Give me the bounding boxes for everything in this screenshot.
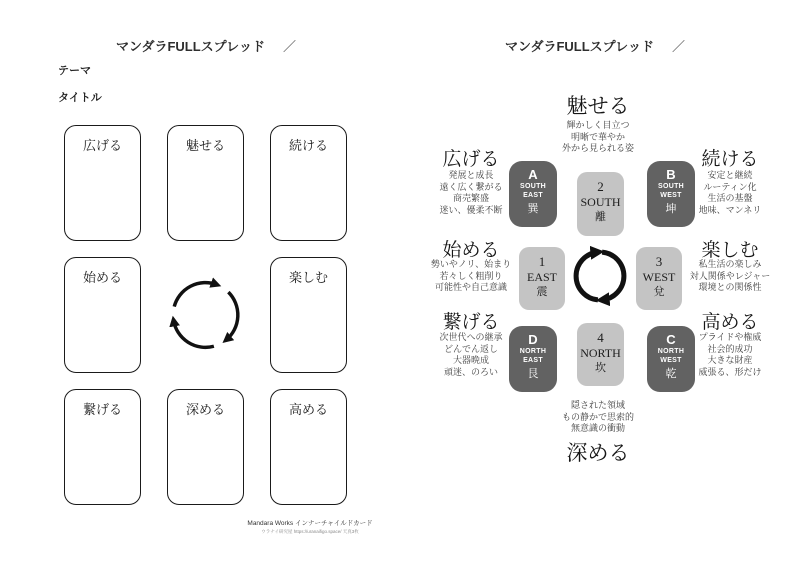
card-trigram-kanji: 坎 bbox=[595, 362, 606, 374]
position-word-south-west: 続ける bbox=[701, 149, 759, 170]
right-title-text: マンダラFULLスプレッド bbox=[504, 39, 655, 54]
card-trigram-kanji: 離 bbox=[595, 211, 606, 223]
card-slot-tsuzukeru: 続ける bbox=[270, 125, 347, 241]
card-trigram-kanji: 坤 bbox=[665, 203, 677, 215]
desc-line: 威張る、形だけ bbox=[698, 366, 762, 377]
footer-brand-line: Mandara Works インナーチャイルドカード bbox=[247, 520, 373, 527]
card-trigram-kanji: 艮 bbox=[527, 368, 539, 380]
desc-line: 大器晩成 bbox=[452, 355, 489, 365]
card-number: 3 bbox=[655, 254, 663, 269]
desc-line: プライドや権威 bbox=[698, 332, 762, 342]
card-slot-hirogeru: 広げる bbox=[64, 125, 141, 241]
card-direction-line2: WEST bbox=[660, 357, 682, 364]
card-direction-line2: EAST bbox=[523, 192, 543, 199]
card-slot-takameru: 高める bbox=[270, 389, 347, 505]
card-position-c bbox=[647, 326, 695, 392]
position-desc-west bbox=[667, 259, 793, 294]
desc-line: どんでん返し bbox=[443, 343, 498, 354]
position-desc-north bbox=[498, 400, 698, 435]
desc-line: 安定と継続 bbox=[707, 170, 753, 180]
card-position-4 bbox=[577, 323, 624, 386]
card-direction-line1: NORTH bbox=[657, 348, 685, 355]
right-page bbox=[400, 0, 800, 566]
left-page-title bbox=[66, 36, 346, 55]
desc-line: 明晰で華やか bbox=[570, 131, 625, 142]
desc-line: 若々しく粗削り bbox=[439, 270, 503, 281]
card-position-a bbox=[509, 161, 557, 227]
right-title-slash: ／ bbox=[672, 39, 686, 54]
card-position-3 bbox=[636, 247, 682, 310]
card-direction: EAST bbox=[527, 270, 557, 284]
card-slot-fukameru: 深める bbox=[167, 389, 244, 505]
desc-line: 商売繁盛 bbox=[452, 193, 489, 203]
position-desc-east bbox=[408, 259, 534, 294]
position-word-west: 楽しむ bbox=[701, 240, 759, 261]
position-word-north-east: 繋げる bbox=[442, 312, 500, 333]
cycle-arrows-icon bbox=[570, 246, 630, 306]
desc-line: 頑迷、のろい bbox=[443, 366, 498, 377]
card-slot-hajimeru: 始める bbox=[64, 257, 141, 373]
card-letter: D bbox=[528, 332, 538, 347]
position-word-north-west: 高める bbox=[701, 312, 759, 333]
desc-line: 発展と成長 bbox=[448, 170, 494, 180]
desc-line: ルーティン化 bbox=[703, 181, 757, 192]
desc-line: 可能性や自己意識 bbox=[434, 282, 507, 292]
position-word-east: 始める bbox=[442, 240, 500, 261]
theme-label: テーマ bbox=[58, 65, 91, 77]
card-number: 1 bbox=[538, 254, 546, 269]
card-number: 4 bbox=[597, 330, 604, 345]
card-trigram-kanji: 兌 bbox=[653, 286, 665, 298]
card-position-1 bbox=[519, 247, 565, 310]
desc-line: 隠された領域 bbox=[570, 400, 625, 410]
card-position-b bbox=[647, 161, 695, 227]
card-slot-tsunageru: 繋げる bbox=[64, 389, 141, 505]
position-word-south-east: 広げる bbox=[442, 149, 500, 170]
card-slot-tanoshimu: 楽しむ bbox=[270, 257, 347, 373]
card-number: 2 bbox=[597, 179, 604, 194]
desc-line: 社会的成功 bbox=[707, 343, 753, 354]
right-page-title bbox=[455, 36, 735, 55]
card-slot-miseru: 魅せる bbox=[167, 125, 244, 241]
position-word-south: 魅せる bbox=[566, 95, 630, 118]
card-direction: SOUTH bbox=[580, 195, 621, 209]
footer-url-line: ウラナイ研究屋 https://uranaifigo.space/ 天真3枚 bbox=[261, 529, 359, 534]
card-direction-line1: NORTH bbox=[519, 348, 547, 355]
desc-line: 外から見られる姿 bbox=[561, 143, 634, 153]
desc-line: 勢いやノリ、始まり bbox=[430, 259, 512, 269]
desc-line: 対人関係やレジャー bbox=[689, 270, 771, 281]
card-trigram-kanji: 乾 bbox=[665, 368, 677, 380]
card-letter: B bbox=[666, 167, 676, 182]
card-position-d bbox=[509, 326, 557, 392]
cycle-arrows-icon bbox=[167, 257, 244, 373]
desc-line: 大きな財産 bbox=[707, 355, 753, 365]
card-direction-line2: EAST bbox=[523, 357, 543, 364]
desc-line: 環境との関係性 bbox=[698, 282, 762, 292]
desc-line: 遠く広く繋がる bbox=[439, 181, 503, 192]
desc-line: 輝かしく目立つ bbox=[566, 120, 630, 130]
desc-line: 迷い、優柔不断 bbox=[439, 204, 503, 215]
card-direction: WEST bbox=[642, 270, 676, 284]
card-letter: A bbox=[528, 167, 538, 182]
left-title-text: マンダラFULLスプレッド bbox=[115, 39, 266, 54]
desc-line: 無意識の衝動 bbox=[570, 423, 625, 433]
card-trigram-kanji: 震 bbox=[536, 286, 548, 298]
card-trigram-kanji: 巽 bbox=[527, 203, 539, 215]
left-title-slash: ／ bbox=[283, 39, 297, 54]
card-position-2 bbox=[577, 172, 624, 236]
card-placeholder-grid bbox=[64, 125, 347, 505]
desc-line: 次世代への継承 bbox=[439, 332, 503, 342]
footer-credit bbox=[225, 518, 395, 535]
desc-line: 生活の基盤 bbox=[707, 193, 753, 203]
card-direction: NORTH bbox=[580, 346, 621, 360]
title-field-label: タイトル bbox=[58, 92, 102, 104]
desc-line: 地味、マンネリ bbox=[698, 204, 762, 215]
card-direction-line2: WEST bbox=[660, 192, 682, 199]
position-word-north: 深める bbox=[566, 442, 630, 465]
desc-line: 私生活の楽しみ bbox=[698, 259, 762, 269]
card-letter: C bbox=[666, 332, 676, 347]
card-direction-line1: SOUTH bbox=[520, 183, 546, 190]
card-direction-line1: SOUTH bbox=[658, 183, 684, 190]
desc-line: もの静かで思索的 bbox=[561, 411, 634, 422]
